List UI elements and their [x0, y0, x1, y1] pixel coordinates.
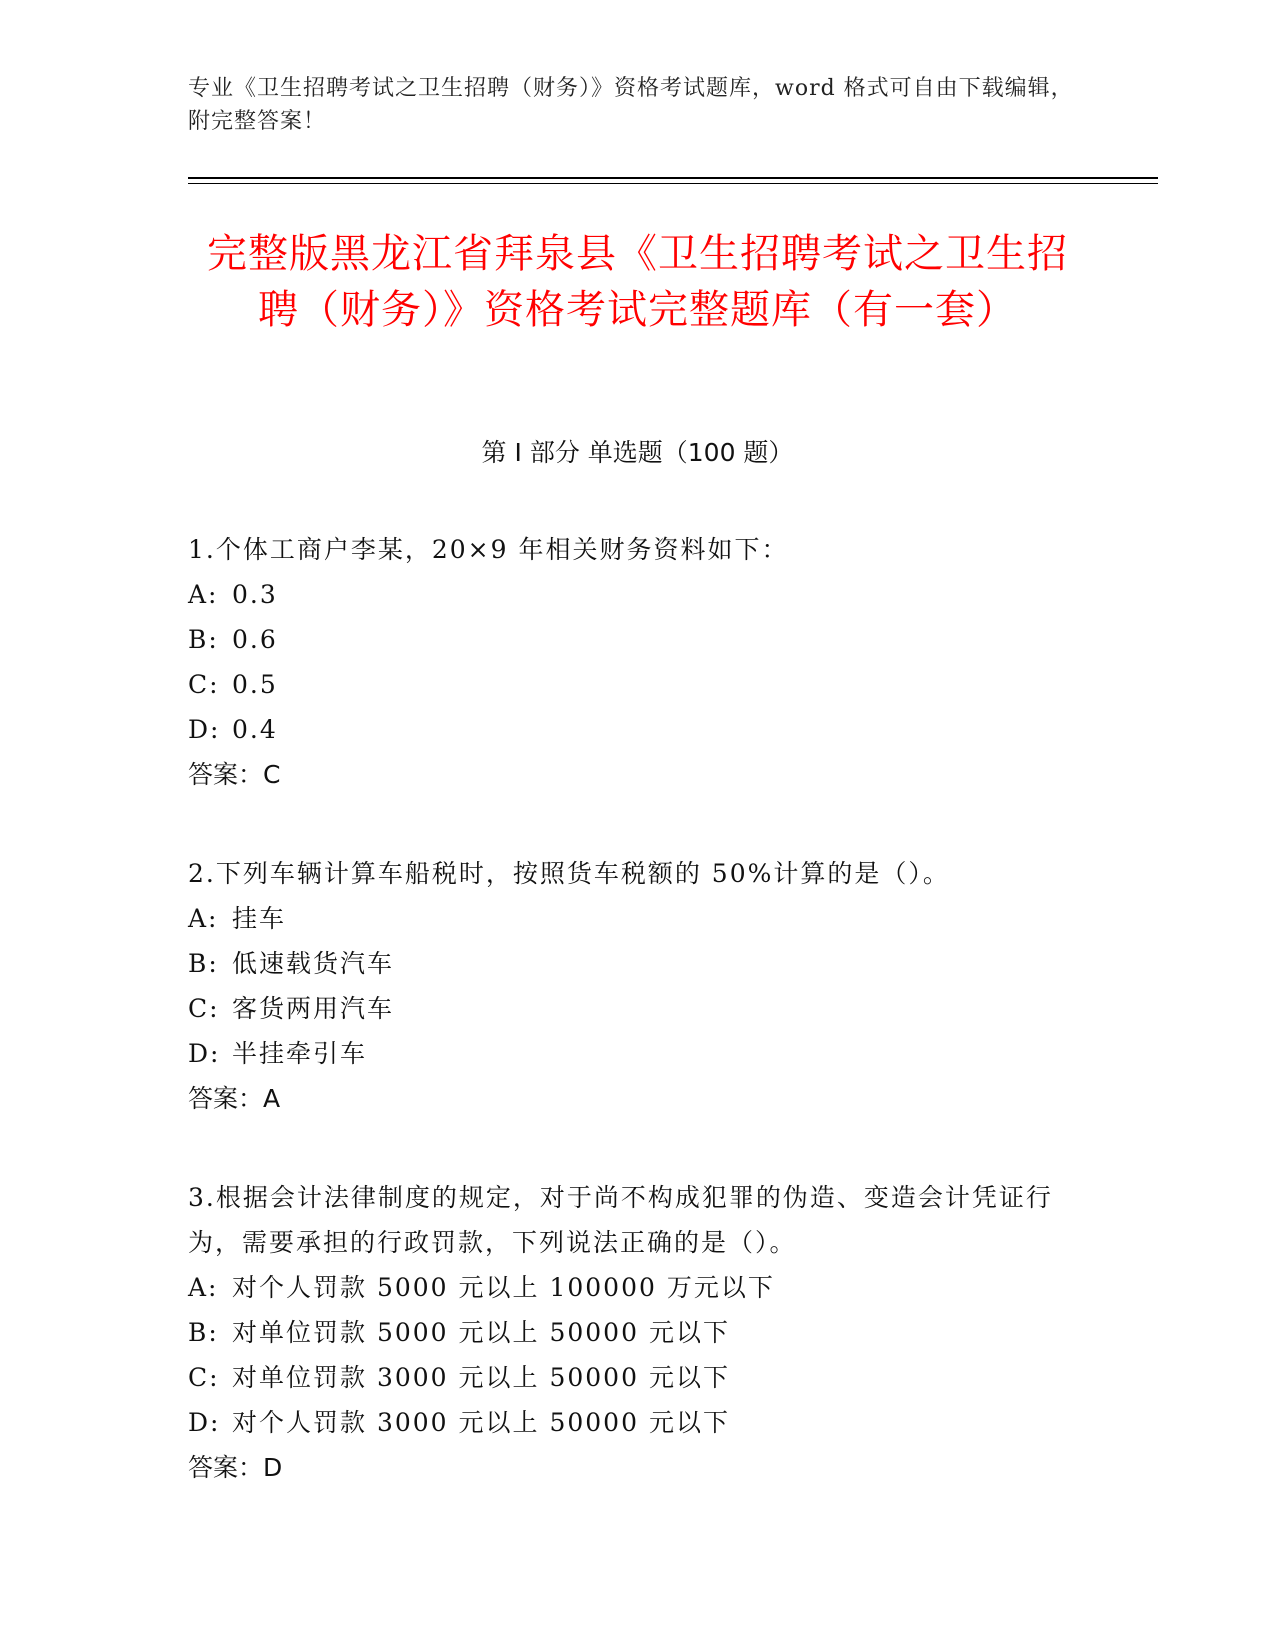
- answer-line: 答案：D: [188, 1453, 283, 1482]
- header-rule-thick: [188, 177, 1158, 179]
- option-c: [188, 662, 1078, 707]
- option-text: 0.3: [232, 580, 278, 609]
- question-2: [188, 851, 1078, 1121]
- option-a: [188, 1265, 1078, 1310]
- option-text: 半挂牵引车: [232, 1039, 368, 1068]
- option-key: A:: [188, 580, 219, 609]
- option-a: [188, 572, 1078, 617]
- document-title: 完整版黑龙江省拜泉县《卫生招聘考试之卫生招聘（财务）》资格考试完整题库（有一套）: [207, 231, 1068, 333]
- option-d: [188, 1031, 1078, 1076]
- option-key: D:: [188, 715, 221, 744]
- option-key: C:: [188, 670, 220, 699]
- option-d: [188, 1400, 1078, 1445]
- option-text: 对单位罚款 3000 元以上 50000 元以下: [232, 1363, 730, 1392]
- option-key: B:: [188, 1318, 219, 1347]
- option-key: C:: [188, 994, 220, 1023]
- question-stem: 3.根据会计法律制度的规定，对于尚不构成犯罪的伪造、变造会计凭证行为，需要承担的行政罚款，下列说法正确的是（）。: [188, 1183, 1053, 1257]
- option-text: 对单位罚款 5000 元以上 50000 元以下: [232, 1318, 730, 1347]
- option-key: D:: [188, 1039, 221, 1068]
- question-3: [188, 1175, 1078, 1490]
- question-stem: 2.下列车辆计算车船税时，按照货车税额的 50%计算的是（）。: [188, 859, 950, 888]
- option-key: A:: [188, 1273, 219, 1302]
- option-key: C:: [188, 1363, 220, 1392]
- option-text: 客货两用汽车: [232, 994, 395, 1023]
- option-d: [188, 707, 1078, 752]
- question-1: [188, 527, 1078, 797]
- option-c: [188, 1355, 1078, 1400]
- option-text: 0.4: [232, 715, 278, 744]
- option-text: 对个人罚款 3000 元以上 50000 元以下: [232, 1408, 730, 1437]
- option-a: [188, 896, 1078, 941]
- header-note: 专业《卫生招聘考试之卫生招聘（财务）》资格考试题库，word 格式可自由下载编辑，附完整答案！: [188, 76, 1074, 134]
- option-text: 挂车: [232, 904, 287, 933]
- option-text: 对个人罚款 5000 元以上 100000 万元以下: [232, 1273, 775, 1302]
- option-key: D:: [188, 1408, 221, 1437]
- header-rule-thin: [188, 183, 1158, 184]
- option-c: [188, 986, 1078, 1031]
- section-heading: 第 I 部分 单选题（100 题）: [481, 438, 794, 467]
- answer-line: 答案：A: [188, 1084, 281, 1113]
- option-text: 0.6: [232, 625, 278, 654]
- option-key: B:: [188, 949, 219, 978]
- option-b: [188, 1310, 1078, 1355]
- option-text: 低速载货汽车: [232, 949, 395, 978]
- option-text: 0.5: [232, 670, 278, 699]
- option-b: [188, 617, 1078, 662]
- answer-line: 答案：C: [188, 760, 281, 789]
- option-b: [188, 941, 1078, 986]
- question-list: [188, 527, 1078, 1544]
- option-key: B:: [188, 625, 219, 654]
- question-stem: 1.个体工商户李某，20×9 年相关财务资料如下：: [188, 535, 789, 564]
- option-key: A:: [188, 904, 219, 933]
